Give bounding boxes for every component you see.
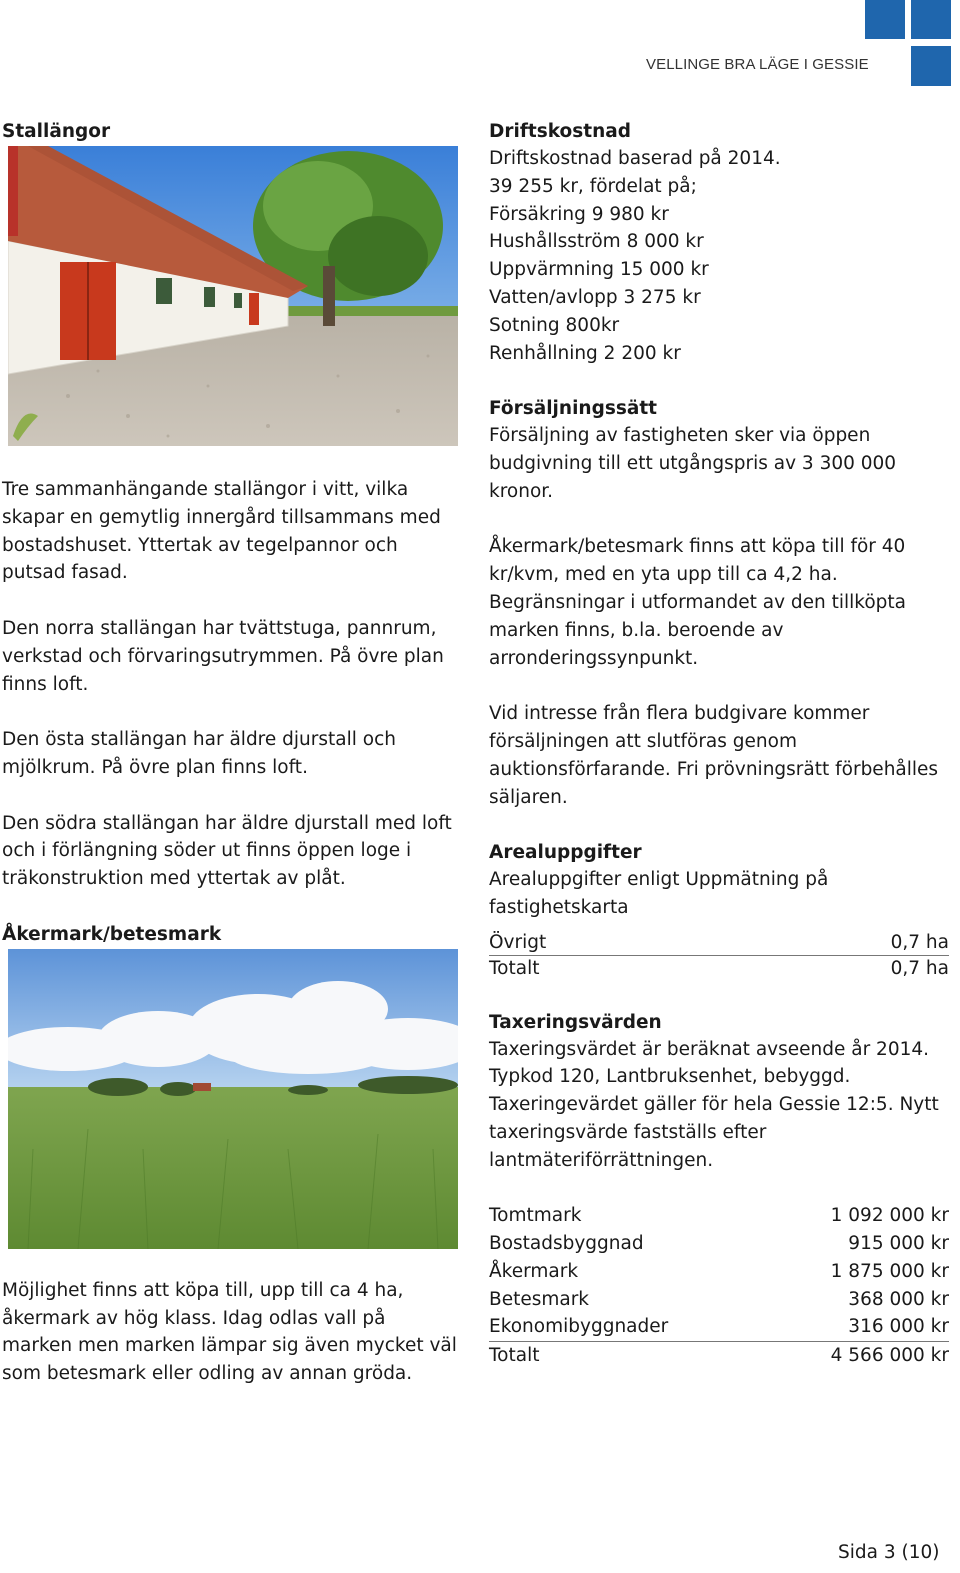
cost-line: Uppvärmning 15 000 kr (489, 259, 709, 281)
paragraph: Försäljning av fastigheten sker via öppen budgivning till ett utgångspris av 3 300 000 kronor. (489, 425, 897, 502)
row-label: Totalt (489, 957, 540, 979)
cost-line: Driftskostnad baserad på 2014. (489, 148, 781, 169)
row-value: 316 000 kr (848, 1316, 949, 1338)
tax-row (489, 1258, 949, 1286)
paragraph: Åkermark/betesmark finns att köpa till för 40 kr/kvm, med en yta upp till ca 4,2 ha. Begränsningar i utformandet av den tillköpta marken finns, b.la. beroende av arronderingssynpunkt. (489, 536, 907, 669)
section-heading-stallangor: Stallängor (2, 121, 111, 142)
section-heading-areal: Arealuppgifter (489, 842, 642, 864)
page-number: Sida 3 (10) (838, 1542, 940, 1563)
paragraph: Arealuppgifter enligt Uppmätning på fastighetskarta (489, 869, 829, 918)
section-heading-taxering: Taxeringsvärden (489, 1011, 662, 1033)
logo-square (911, 46, 951, 86)
row-label: Totalt (489, 1345, 540, 1367)
row-label: Ekonomibyggnader (489, 1316, 669, 1338)
tax-total-row (489, 1341, 949, 1370)
paragraph: Möjlighet finns att köpa till, upp till ca 4 ha, åkermark av hög klass. Idag odlas vall på marken men marken lämpar sig även mycket väl som betesmark eller odling av annan gröda. (2, 1279, 457, 1385)
left-column (2, 118, 460, 1388)
cost-line: Försäkring 9 980 kr (489, 203, 669, 225)
logo-square (911, 0, 951, 39)
row-value: 368 000 kr (848, 1288, 949, 1310)
tax-row (489, 1202, 949, 1230)
row-label: Bostadsbyggnad (489, 1233, 644, 1255)
tax-row (489, 1230, 949, 1258)
cost-line: Sotning 800kr (489, 314, 620, 336)
paragraph: Den östa stallängan har äldre djurstall och mjölkrum. På övre plan finns loft. (2, 729, 396, 778)
row-value: 1 092 000 kr (830, 1205, 949, 1227)
row-label: Övrigt (489, 931, 547, 953)
section-heading-akermark: Åkermark/betesmark (2, 923, 222, 945)
row-value: 0,7 ha (890, 957, 949, 979)
row-label: Åkermark (489, 1260, 579, 1282)
areal-total-row (489, 955, 949, 981)
areal-row (489, 930, 949, 955)
section-heading-driftskostnad: Driftskostnad (489, 121, 631, 142)
row-value: 4 566 000 kr (830, 1345, 949, 1367)
row-value: 915 000 kr (848, 1233, 949, 1255)
cost-line: Renhållning 2 200 kr (489, 342, 681, 364)
right-column (489, 118, 949, 1370)
row-label: Betesmark (489, 1288, 590, 1310)
logo-square (865, 0, 905, 39)
paragraph: Den södra stallängan har äldre djurstall med loft och i förlängning söder ut finns öppen loge i träkonstruktion med yttertak av plåt. (2, 812, 452, 890)
field-photo (8, 949, 458, 1249)
section-heading-forsaljning: Försäljningssätt (489, 398, 658, 420)
tax-row (489, 1286, 949, 1314)
barn-photo (8, 146, 458, 446)
cost-line: Hushållsström 8 000 kr (489, 231, 704, 253)
tax-row (489, 1313, 949, 1341)
cost-line: Vatten/avlopp 3 275 kr (489, 286, 701, 308)
row-value: 1 875 000 kr (830, 1260, 949, 1282)
row-value: 0,7 ha (890, 931, 949, 953)
paragraph: Taxeringsvärdet är beräknat avseende år 2014. Typkod 120, Lantbruksenhet, bebyggd. Taxeringevärdet gäller för hela Gessie 12:5. Nytt taxeringsvärde fastställs efter lantmäteriförrättningen. (489, 1038, 939, 1171)
row-label: Tomtmark (489, 1205, 582, 1227)
paragraph: Tre sammanhängande stallängor i vitt, vilka skapar en gemytlig innergård tillsammans med bostadshuset. Yttertak av tegelpannor och putsad fasad. (2, 479, 441, 584)
paragraph: Vid intresse från flera budgivare kommer försäljningen att slutföras genom auktionsförfarande. Fri prövningsrätt förbehålles säljaren. (489, 703, 939, 808)
paragraph: Den norra stallängan har tvättstuga, pannrum, verkstad och förvaringsutrymmen. På övre plan finns loft. (2, 617, 444, 695)
cost-line: 39 255 kr, fördelat på; (489, 175, 697, 197)
logo-icon (865, 0, 951, 86)
document-header: VELLINGE BRA LÄGE I GESSIE (646, 56, 869, 73)
